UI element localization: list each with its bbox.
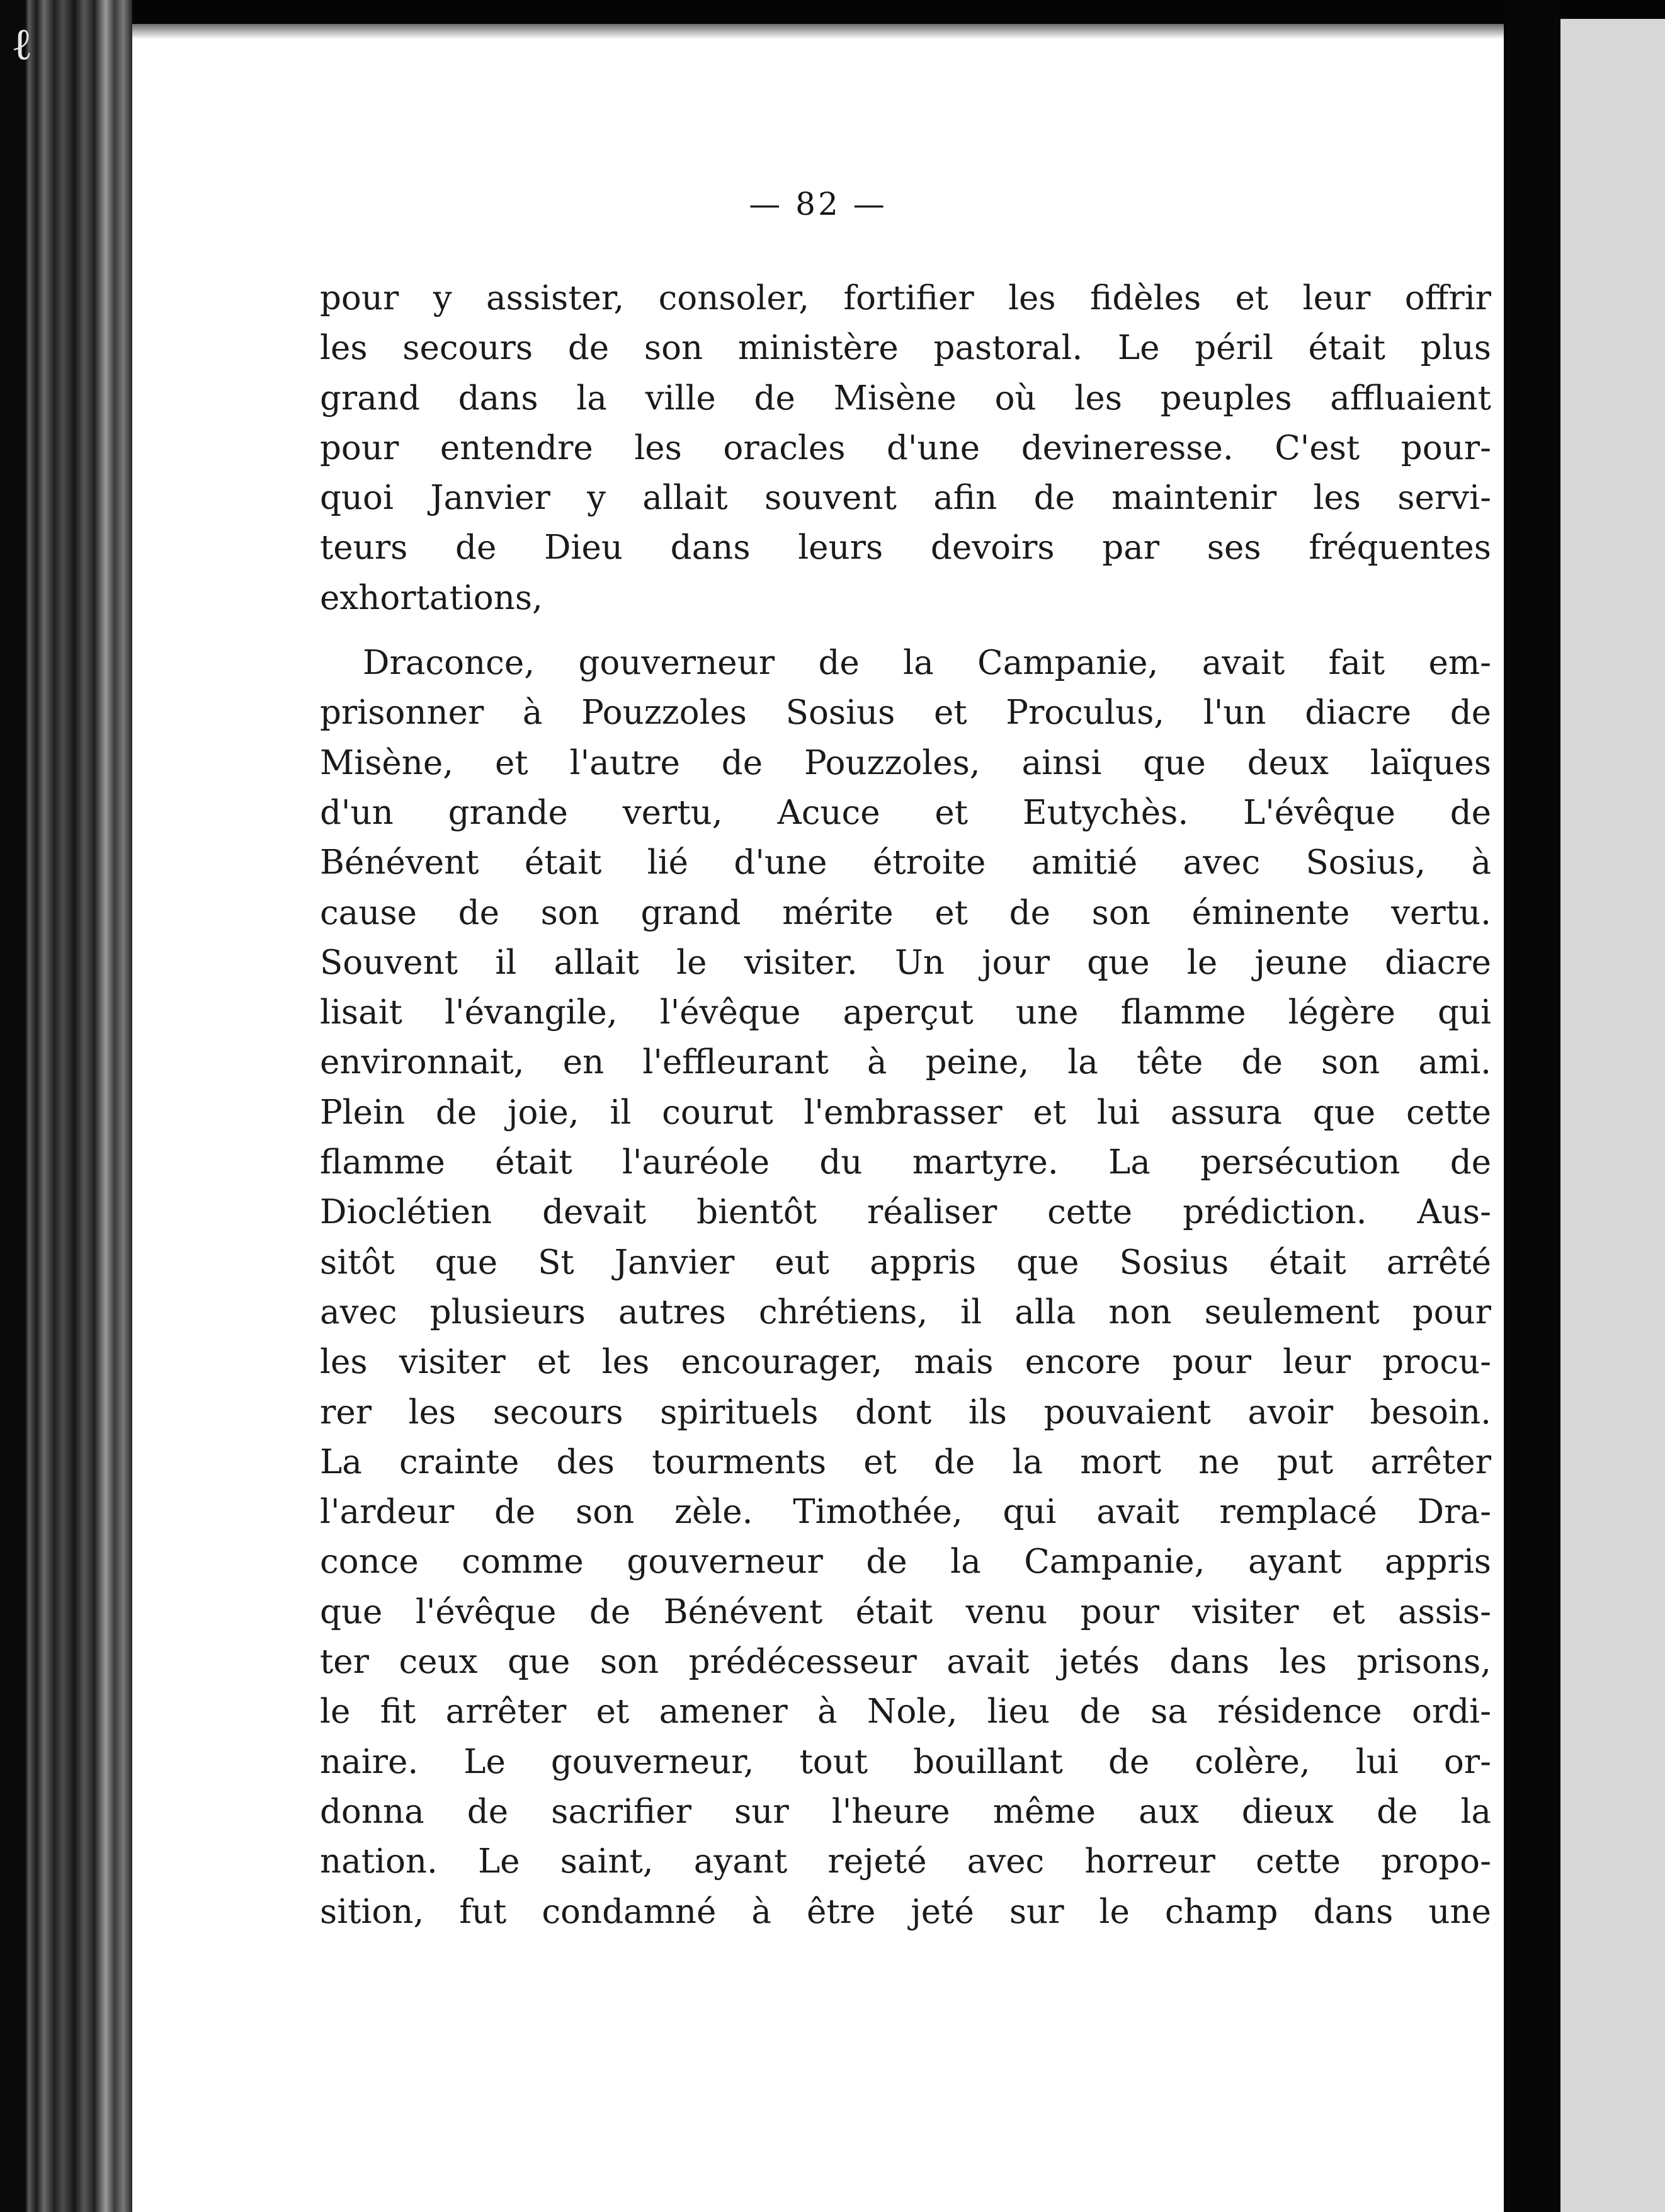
text-line: d'un grande vertu, Acuce et Eutychès. L'évêque de (320, 793, 1491, 832)
text-line: Dioclétien devait bientôt réaliser cette prédiction. Aus- (320, 1193, 1491, 1232)
text-line: environnait, en l'effleurant à peine, la tête de son ami. (320, 1043, 1491, 1082)
text-line: sition, fut condamné à être jeté sur le champ dans une (320, 1892, 1491, 1931)
text-line: Draconce, gouverneur de la Campanie, avait fait em- (363, 644, 1491, 683)
text-line: les visiter et les encourager, mais encore pour leur procu- (320, 1343, 1491, 1382)
text-line: grand dans la ville de Misène où les peuples affluaient (320, 379, 1491, 418)
text-line: exhortations, (320, 578, 543, 617)
paragraph-gap (320, 623, 1491, 638)
text-line: Souvent il allait le visiter. Un jour que le jeune diacre (320, 943, 1491, 982)
text-line: rer les secours spirituels dont ils pouvaient avoir besoin. (320, 1393, 1491, 1432)
page-number: — 82 — (749, 186, 887, 222)
text-line: pour entendre les oracles d'une devineresse. C'est pour- (320, 428, 1491, 467)
text-line: le fit arrêter et amener à Nole, lieu de sa résidence ordi- (320, 1692, 1491, 1731)
text-line: teurs de Dieu dans leurs devoirs par ses fréquentes (320, 528, 1491, 567)
text-line: Misène, et l'autre de Pouzzoles, ainsi que deux laïques (320, 743, 1491, 782)
text-line: quoi Janvier y allait souvent afin de maintenir les servi- (320, 479, 1491, 518)
text-line: Plein de joie, il courut l'embrasser et lui assura que cette (320, 1093, 1491, 1132)
page-gutter (1504, 0, 1560, 2212)
text-line: prisonner à Pouzzoles Sosius et Proculus, l'un diacre de (320, 693, 1491, 733)
adjacent-page-edge (1560, 19, 1665, 2212)
corner-mark: ℓ (11, 18, 33, 70)
text-line: lisait l'évangile, l'évêque aperçut une flamme légère qui (320, 993, 1491, 1032)
text-line: naire. Le gouverneur, tout bouillant de colère, lui or- (320, 1742, 1491, 1781)
text-line: La crainte des tourments et de la mort ne put arrêter (320, 1442, 1491, 1481)
text-line: conce comme gouverneur de la Campanie, ayant appris (320, 1542, 1491, 1582)
text-line: que l'évêque de Bénévent était venu pour visiter et assis- (320, 1592, 1491, 1631)
text-line: ter ceux que son prédécesseur avait jetés dans les prisons, (320, 1643, 1491, 1682)
text-line: nation. Le saint, ayant rejeté avec horreur cette propo- (320, 1842, 1491, 1881)
text-line: les secours de son ministère pastoral. Le péril était plus (320, 329, 1491, 368)
text-line: Bénévent était lié d'une étroite amitié avec Sosius, à (320, 843, 1491, 882)
page-top-shadow (132, 24, 1504, 39)
text-line: sitôt que St Janvier eut appris que Sosius était arrêté (320, 1243, 1491, 1282)
paragraph-1 (320, 273, 1491, 623)
text-line: donna de sacrifier sur l'heure même aux dieux de la (320, 1792, 1491, 1831)
book-binding-edge (0, 0, 132, 2212)
text-line: avec plusieurs autres chrétiens, il alla non seulement pour (320, 1292, 1491, 1331)
text-line: l'ardeur de son zèle. Timothée, qui avait remplacé Dra- (320, 1493, 1491, 1532)
body-text (320, 273, 1491, 1937)
text-line: flamme était l'auréole du martyre. La persécution de (320, 1143, 1491, 1182)
text-line: cause de son grand mérite et de son éminente vertu. (320, 893, 1491, 932)
text-line: pour y assister, consoler, fortifier les fidèles et leur offrir (320, 279, 1491, 317)
book-page (132, 24, 1504, 2212)
paragraph-2 (320, 638, 1491, 1937)
